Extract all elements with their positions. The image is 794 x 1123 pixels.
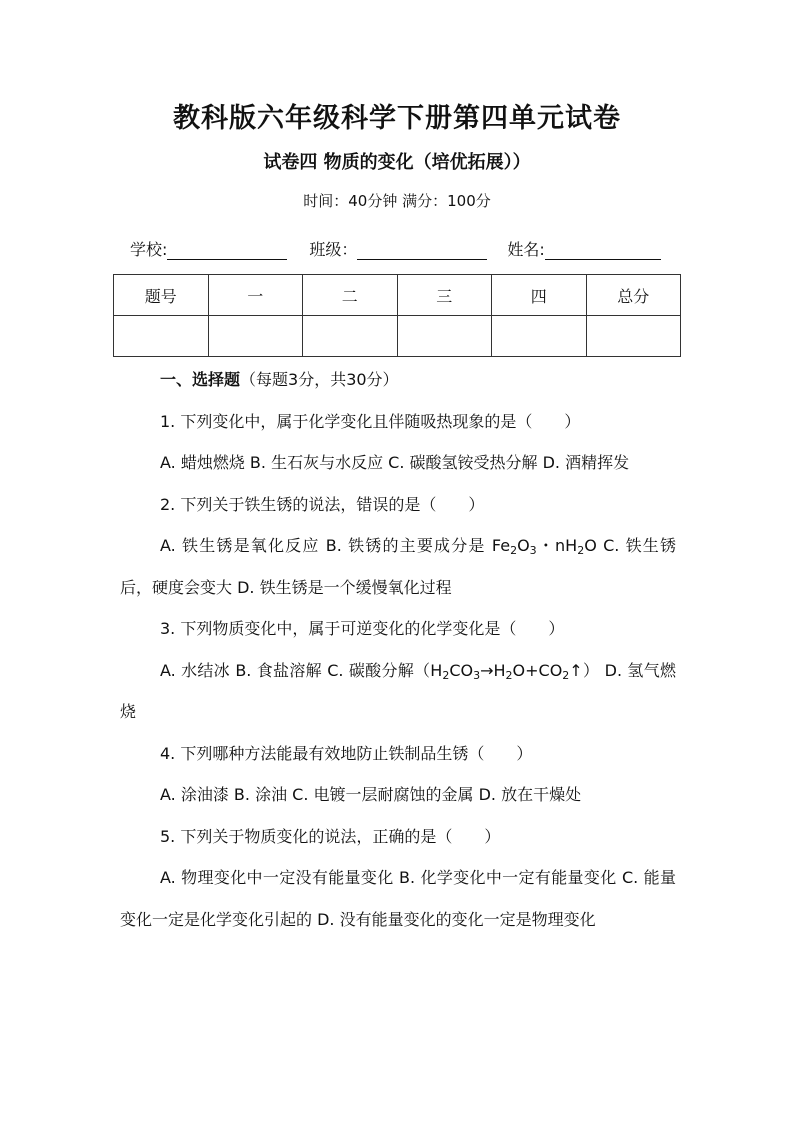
score-header-cell: 题号 (114, 275, 209, 316)
question-options (120, 650, 676, 733)
question-stem: 1. 下列变化中，属于化学变化且伴随吸热现象的是（ ） (160, 411, 581, 431)
exam-title: 教科版六年级科学下册第四单元试卷 (173, 103, 621, 134)
score-header-cell: 四 (492, 275, 587, 316)
formula-subscript: 3 (529, 544, 537, 557)
question-stem: 3. 下列物质变化中，属于可逆变化的化学变化是（ ） (160, 619, 565, 638)
class-label: 班级： (309, 240, 358, 259)
section-heading (120, 359, 676, 401)
question-stem: 5. 下列关于物质变化的说法，正确的是（ ） (160, 826, 501, 846)
section-note: （每题3分，共30分） (240, 370, 399, 389)
section-title: 一、选择题 (160, 370, 241, 389)
formula-part: CO (449, 660, 474, 680)
option-text: A. 水结冰 B. 食盐溶解 C. 碳酸分解（H (160, 660, 443, 680)
question-options: A. 物理变化中一定没有能量变化 B. 化学变化中一定有能量变化 C. 能量变化一定是化学变化引起的 D. 没有能量变化的变化一定是物理变化 (120, 868, 676, 929)
question-options (120, 525, 676, 608)
formula-subscript: 3 (473, 668, 481, 682)
score-cell[interactable] (397, 316, 492, 357)
school-blank[interactable] (167, 241, 287, 260)
formula-part: ・nH (536, 536, 578, 555)
score-cell[interactable] (492, 316, 587, 357)
score-cell[interactable] (586, 316, 681, 357)
score-table-value-row (114, 316, 681, 357)
option-text: A. 铁生锈是氧化反应 B. 铁锈的主要成分是 Fe (160, 536, 511, 555)
formula-subscript: 2 (577, 544, 585, 557)
formula-part: →H (480, 660, 506, 680)
formula-subscript: 2 (505, 668, 513, 682)
score-header-cell: 一 (208, 275, 303, 316)
formula-part: O+CO (512, 660, 563, 680)
score-header-cell: 三 (397, 275, 492, 316)
school-label: 学校: (130, 240, 168, 259)
exam-time-score: 时间：40分钟 满分：100分 (303, 192, 491, 210)
formula-subscript: 2 (562, 668, 570, 682)
exam-subtitle: 试卷四 物质的变化（培优拓展）） (263, 152, 531, 173)
score-table-header-row (114, 275, 681, 316)
question-options: A. 蜡烛燃烧 B. 生石灰与水反应 C. 碳酸氢铵受热分解 D. 酒精挥发 (160, 453, 630, 472)
question-stem: 2. 下列关于铁生锈的说法，错误的是（ ） (160, 494, 485, 514)
formula-subscript: 2 (510, 544, 518, 557)
score-header-cell: 总分 (586, 275, 681, 316)
student-info-fields (130, 237, 690, 260)
name-blank[interactable] (545, 241, 661, 260)
question-stem: 4. 下列哪种方法能最有效地防止铁制品生锈（ ） (160, 743, 533, 763)
class-blank[interactable] (357, 241, 487, 260)
option-text: ↑） D. 氢气燃烧 (120, 660, 676, 721)
name-label: 姓名: (507, 240, 545, 259)
formula-part: O (517, 536, 530, 555)
score-cell[interactable] (303, 316, 398, 357)
formula-subscript: 2 (442, 668, 450, 682)
score-cell[interactable] (208, 316, 303, 357)
option-text: O C. 铁生锈后，硬度会变大 D. 铁生锈是一个缓慢氧化过程 (120, 536, 676, 597)
questions-section (120, 359, 676, 940)
score-table (113, 274, 681, 357)
score-cell[interactable] (114, 316, 209, 357)
score-header-cell: 二 (303, 275, 398, 316)
question-options: A. 涂油漆 B. 涂油 C. 电镀一层耐腐蚀的金属 D. 放在干燥处 (160, 785, 582, 804)
